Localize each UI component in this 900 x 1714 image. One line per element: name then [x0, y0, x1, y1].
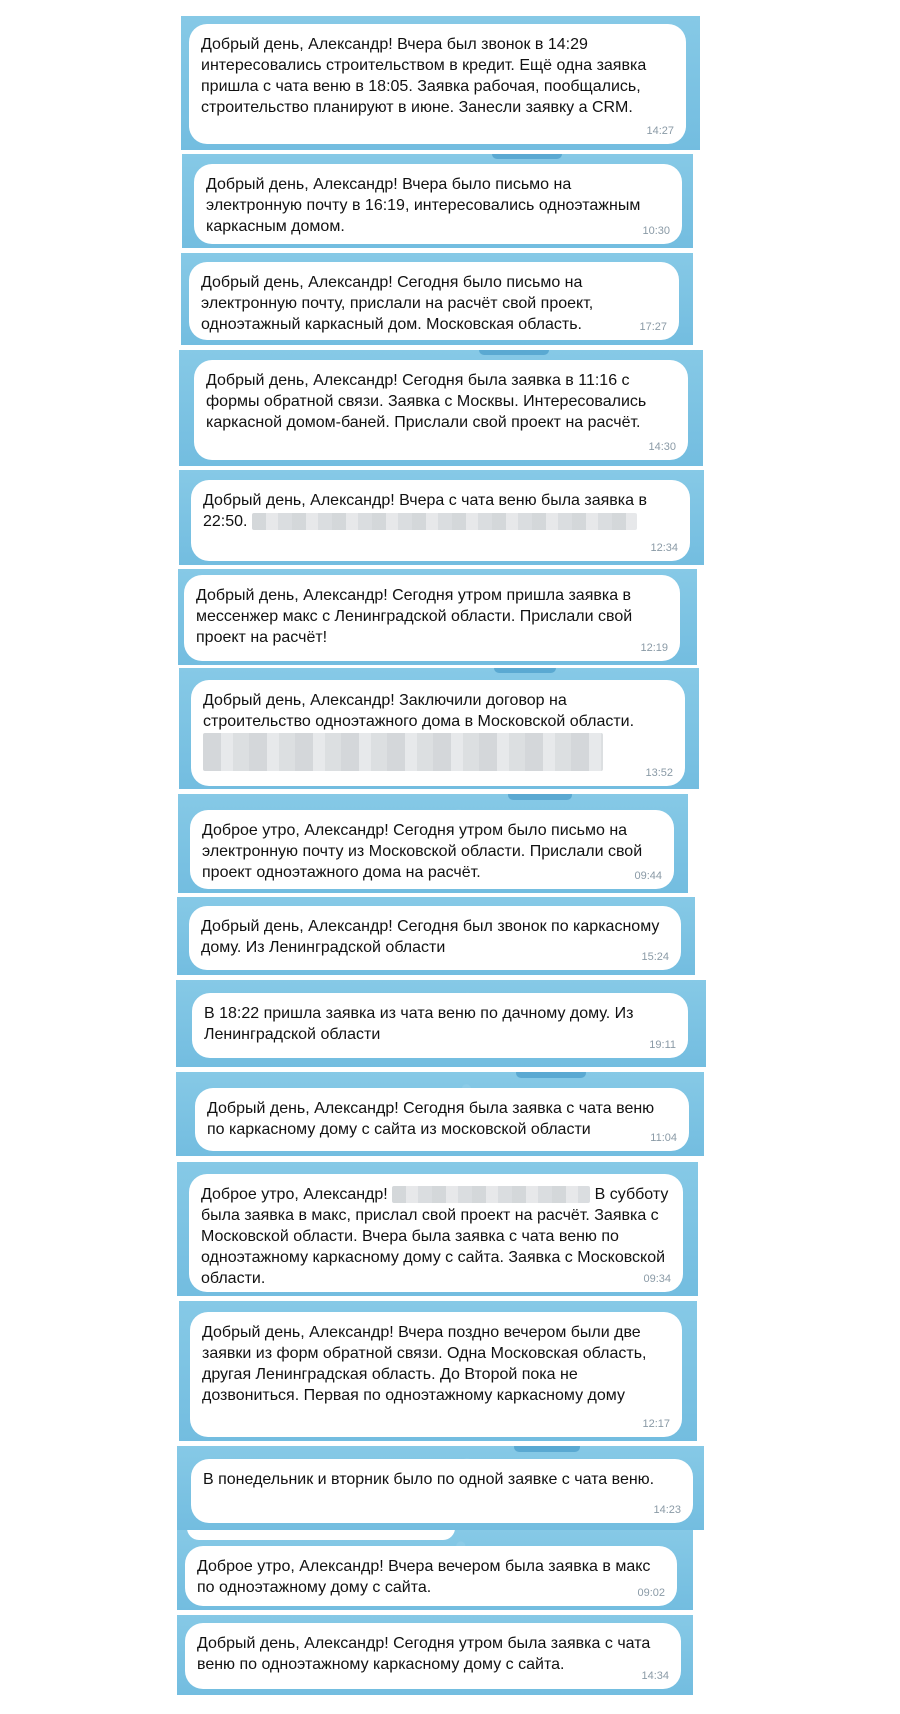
message-bubble	[190, 1312, 682, 1437]
message-text: Добрый день, Александр! Вчера был звонок в 14:29 интересовались строительством в кредит. Ещё одна заявка пришла с чата веню в 18:05. Заявка рабочая, пообщались, строительство планируют в июне. Занесли заявку а CRM.	[201, 36, 647, 116]
chat-screenshot-13	[179, 1301, 697, 1441]
message-bubble	[194, 164, 682, 244]
chat-screenshot-14	[177, 1446, 704, 1530]
blurred-text	[203, 733, 603, 771]
message-bubble	[184, 575, 680, 661]
chat-screenshot-2	[182, 154, 693, 248]
message-text: Доброе утро, Александр! Сегодня утром было письмо на электронную почту из Московской области. Прислали свой проект одноэтажного дома на расчёт.	[202, 822, 643, 881]
blurred-text	[252, 513, 637, 530]
message-text: Доброе утро, Александр! Вчера вечером была заявка в макс по одноэтажному дому с сайта.	[197, 1558, 651, 1596]
message-time: 10:30	[642, 225, 670, 237]
message-time: 14:30	[648, 441, 676, 453]
message-text: Добрый день, Александр! Вчера поздно вечером были две заявки из форм обратной связи. Одна Московская область, другая Ленинградская область. До Второй пока не дозвониться. Первая по одноэтажному каркасному дому	[202, 1324, 647, 1404]
chat-screenshot-16	[177, 1615, 693, 1695]
chat-screenshot-6	[178, 569, 697, 665]
message-text: Доброе утро, Александр! В субботу была заявка в макс, прислал свой проект на расчёт. Заявка с Московской области. Вчера была заявка с чата веню по одноэтажному каркасному дому с сайта. Заявка с Московской области.	[201, 1186, 669, 1287]
message-time: 14:23	[653, 1504, 681, 1516]
message-text: Добрый день, Александр! Сегодня был звонок по каркасному дому. Из Ленинградской области	[201, 918, 660, 956]
chat-screenshot-9	[177, 897, 695, 975]
chat-screenshot-15	[177, 1530, 693, 1610]
chat-screenshot-12	[177, 1162, 698, 1296]
date-pill	[479, 350, 549, 355]
message-bubble-partial	[187, 1530, 455, 1540]
chat-screenshot-10	[176, 980, 706, 1067]
message-time: 14:34	[641, 1670, 669, 1682]
message-time: 11:04	[650, 1132, 677, 1144]
message-text: Добрый день, Александр! Сегодня была заявка в 11:16 с формы обратной связи. Заявка с Москвы. Интересовались каркасной домом-баней. Прислали свой проект на расчёт.	[206, 372, 647, 431]
chat-screenshot-11	[176, 1072, 704, 1156]
message-bubble	[191, 680, 685, 786]
message-text: Добрый день, Александр! Сегодня было письмо на электронную почту, прислали на расчёт свой проект, одноэтажный каркасный дом. Московская область.	[201, 274, 594, 333]
message-time: 09:34	[643, 1273, 671, 1285]
message-time: 19:11	[649, 1039, 676, 1051]
message-time: 12:34	[650, 542, 678, 554]
message-time: 15:24	[641, 951, 669, 963]
message-bubble	[194, 360, 688, 460]
message-text: Добрый день, Александр! Сегодня утром была заявка с чата веню по одноэтажному каркасному дому с сайта.	[197, 1635, 651, 1673]
message-text: Добрый день, Александр! Вчера было письмо на электронную почту в 16:19, интересовались одноэтажным каркасным домом.	[206, 176, 641, 235]
chat-screenshot-4	[179, 350, 703, 466]
message-bubble	[189, 1174, 683, 1292]
chat-screenshot-3	[181, 253, 693, 345]
date-pill	[494, 668, 556, 673]
message-bubble	[190, 810, 674, 889]
message-time: 14:27	[646, 125, 674, 137]
message-bubble	[191, 480, 690, 561]
message-text: Добрый день, Александр! Заключили договор на строительство одноэтажного дома в Московской области.	[203, 692, 635, 730]
message-time: 09:02	[637, 1587, 665, 1599]
message-time: 12:19	[640, 642, 668, 654]
message-time: 09:44	[634, 870, 662, 882]
message-bubble	[189, 262, 679, 340]
message-time: 12:17	[642, 1418, 670, 1430]
message-time: 13:52	[645, 767, 673, 779]
date-pill	[516, 1072, 586, 1078]
chat-screenshot-1	[181, 16, 700, 150]
message-text: Добрый день, Александр! Сегодня утром пришла заявка в мессенжер макс с Ленинградской области. Прислали свой проект на расчёт!	[196, 587, 633, 646]
message-bubble	[191, 1459, 693, 1523]
message-bubble	[189, 24, 686, 144]
message-time: 17:27	[639, 321, 667, 333]
message-text: Добрый день, Александр! Сегодня была заявка с чата веню по каркасному дому с сайта из московской области	[207, 1100, 655, 1138]
date-pill	[492, 154, 562, 159]
message-bubble	[195, 1088, 689, 1151]
message-text: В 18:22 пришла заявка из чата веню по дачному дому. Из Ленинградской области	[204, 1005, 634, 1043]
chat-screenshot-8	[178, 794, 688, 893]
chat-screenshot-5	[179, 470, 704, 565]
message-text: В понедельник и вторник было по одной заявке с чата веню.	[203, 1471, 655, 1488]
date-pill	[514, 1446, 580, 1452]
date-pill	[508, 794, 572, 800]
message-bubble	[192, 993, 688, 1058]
blurred-text	[392, 1186, 590, 1203]
message-bubble	[185, 1623, 681, 1689]
message-bubble	[185, 1546, 677, 1606]
message-text: Добрый день, Александр! Вчера с чата веню была заявка в 22:50.	[203, 492, 647, 530]
chat-screenshot-7	[179, 668, 699, 789]
message-bubble	[189, 906, 681, 970]
